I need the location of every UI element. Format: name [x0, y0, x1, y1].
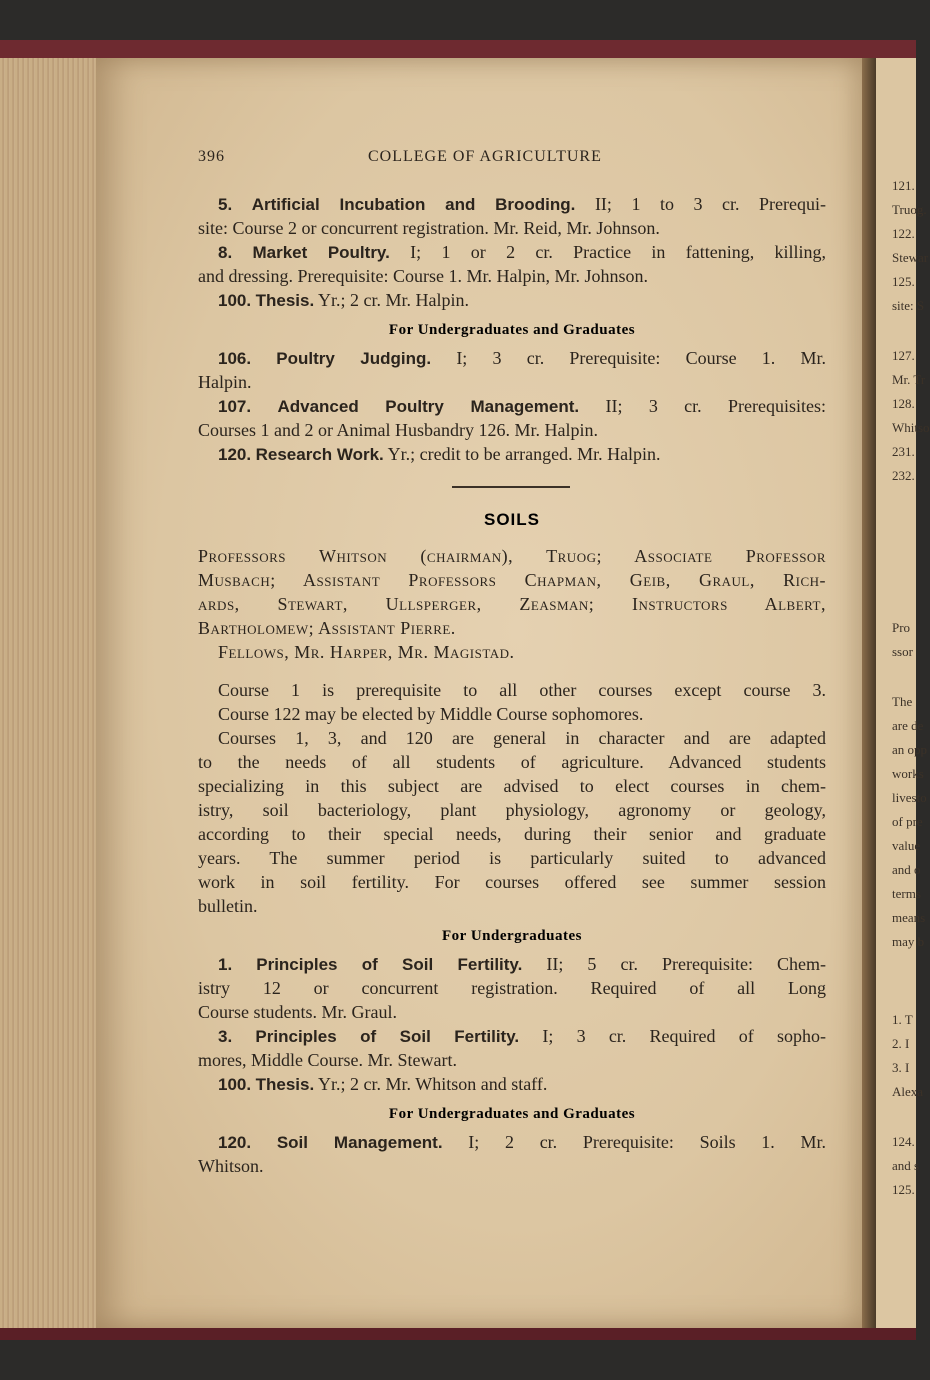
course-title: Market Poultry.: [252, 243, 390, 262]
course-text-line: istry 12 or concurrent registration. Required of all Long: [198, 978, 826, 998]
facing-fragment: Whitso: [892, 420, 930, 435]
faculty-line: Bartholomew; Assistant Pierre.: [198, 618, 456, 638]
facing-fragment: 127.: [892, 348, 915, 363]
course-text: I; 1 or 2 cr. Practice in fattening, killing,: [410, 242, 827, 262]
intro-line: work in soil fertility. For courses offered see summer session: [198, 872, 826, 892]
facing-fragment: 128.: [892, 396, 915, 411]
facing-fragment: 231.: [892, 444, 915, 459]
course-entry-first-line: [198, 1024, 826, 1049]
facing-fragment: The: [892, 694, 913, 709]
course-text-line: site: Course 2 or concurrent registration. Mr. Reid, Mr. Johnson.: [198, 218, 660, 238]
intro-line: specializing in this subject are advised to elect courses in chem-: [198, 776, 826, 796]
facing-fragment: 125.: [892, 1182, 915, 1197]
facing-fragment: Pro: [892, 620, 911, 635]
facing-fragment: Alexa: [892, 1084, 924, 1099]
page-edges: [0, 58, 96, 1328]
facing-fragment: 125.: [892, 274, 915, 289]
facing-fragment: value: [892, 838, 921, 853]
faculty-line: Fellows, Mr. Harper, Mr. Magistad.: [218, 642, 515, 662]
facing-fragment: 2. I: [892, 1036, 910, 1051]
subsection-heading: For Undergraduates and Graduates: [388, 322, 636, 338]
section-heading: SOILS: [483, 510, 540, 529]
facing-fragment: Stewar: [892, 250, 929, 265]
facing-fragment: works: [892, 766, 924, 781]
facing-fragment: and s: [892, 1158, 920, 1173]
course-text-line: Halpin.: [198, 372, 252, 392]
course-text: I; 2 cr. Prerequisite: Soils 1. Mr.: [468, 1132, 827, 1152]
course-text: I; 3 cr. Required of sopho-: [542, 1026, 826, 1046]
course-number: 120.: [218, 1133, 252, 1152]
course-entry-first-line: [198, 192, 826, 217]
facing-fragment: livesto: [892, 790, 927, 805]
intro-line: according to their special needs, during their senior and graduate: [198, 824, 826, 844]
facing-fragment: an opp: [892, 742, 928, 757]
facing-fragment: 3. I: [892, 1060, 910, 1075]
facing-fragment: ssor: [892, 644, 913, 659]
course-entry-first-line: [198, 394, 826, 419]
course-title: Poultry Judging.: [276, 349, 432, 368]
intro-line: to the needs of all students of agriculture. Advanced students: [198, 752, 826, 772]
facing-fragment: are de: [892, 718, 924, 733]
course-title: Artificial Incubation and Brooding.: [251, 195, 576, 214]
intro-line: Courses 1, 3, and 120 are general in character and are adapted: [218, 728, 826, 748]
course-title: Principles of Soil Fertility.: [256, 955, 523, 974]
course-text: I; 3 cr. Prerequisite: Course 1. Mr.: [456, 348, 826, 368]
course-number: 1.: [218, 955, 233, 974]
facing-fragment: 232.: [892, 468, 915, 483]
course-number: 100.: [218, 291, 252, 310]
facing-fragment: Mr. Tr: [892, 372, 926, 387]
facing-fragment: 122.: [892, 226, 915, 241]
course-title: Principles of Soil Fertility.: [255, 1027, 520, 1046]
subsection-heading: For Undergraduates and Graduates: [388, 1106, 636, 1122]
course-title: Advanced Poultry Management.: [277, 397, 580, 416]
intro-line: istry, soil bacteriology, plant physiology, agronomy or geology,: [198, 800, 826, 820]
course-number: 120.: [218, 445, 252, 464]
course-title: Thesis.: [255, 1075, 315, 1094]
facing-fragment: 1. T: [892, 1012, 913, 1027]
subsection-heading: For Undergraduates: [442, 928, 582, 944]
course-text: II; 3 cr. Prerequisites:: [605, 396, 827, 416]
course-title: Research Work.: [255, 445, 384, 464]
course-text-line: Whitson.: [198, 1156, 264, 1176]
facing-fragment: 124.: [892, 1134, 915, 1149]
course-number: 3.: [218, 1027, 233, 1046]
course-entry-first-line: [198, 346, 826, 371]
facing-fragment: and o: [892, 862, 921, 877]
course-text: Yr.; 2 cr. Mr. Halpin.: [318, 290, 470, 310]
facing-page: [876, 58, 930, 1328]
facing-fragment: Truog.: [892, 202, 927, 217]
faculty-line: ards, Stewart, Ullsperger, Zeasman; Instructors Albert,: [198, 594, 826, 614]
course-text-line: mores, Middle Course. Mr. Stewart.: [198, 1050, 457, 1070]
course-entry-first-line: [198, 240, 826, 265]
section-divider: [452, 486, 570, 488]
facing-fragment: terms: [892, 886, 921, 901]
course-text-line: Courses 1 and 2 or Animal Husbandry 126. Mr. Halpin.: [198, 420, 598, 440]
course-text: Yr.; 2 cr. Mr. Whitson and staff.: [318, 1074, 548, 1094]
facing-fragment: may b: [892, 934, 925, 949]
course-text-line: and dressing. Prerequisite: Course 1. Mr. Halpin, Mr. Johnson.: [198, 266, 648, 286]
facing-fragment: of pre: [892, 814, 923, 829]
facing-fragment: site: S: [892, 298, 925, 313]
course-title: Soil Management.: [276, 1133, 443, 1152]
course-number: 100.: [218, 1075, 252, 1094]
intro-line: Course 122 may be elected by Middle Course sophomores.: [218, 704, 644, 724]
course-number: 5.: [218, 195, 233, 214]
intro-line: years. The summer period is particularly suited to advanced: [198, 848, 826, 868]
intro-line: bulletin.: [198, 896, 258, 916]
course-number: 107.: [218, 397, 252, 416]
course-entry-first-line: [198, 1130, 826, 1155]
intro-line: Course 1 is prerequisite to all other courses except course 3.: [218, 680, 826, 700]
course-number: 8.: [218, 243, 233, 262]
course-title: Thesis.: [255, 291, 315, 310]
course-text: Yr.; credit to be arranged. Mr. Halpin.: [387, 444, 661, 464]
running-title: COLLEGE OF AGRICULTURE: [368, 148, 602, 165]
course-number: 106.: [218, 349, 252, 368]
page-number: 396: [198, 148, 225, 165]
faculty-line: Musbach; Assistant Professors Chapman, Geib, Graul, Rich-: [198, 570, 826, 590]
course-entry-first-line: [198, 288, 826, 313]
course-entry-first-line: [198, 952, 826, 977]
facing-fragment: means: [892, 910, 926, 925]
faculty-line: Professors Whitson (chairman), Truog; Associate Professor: [198, 546, 826, 566]
course-text: II; 5 cr. Prerequisite: Chem-: [546, 954, 827, 974]
facing-fragment: 121.: [892, 178, 915, 193]
course-entry-first-line: [198, 1072, 826, 1097]
running-head: [198, 148, 826, 170]
course-entry-first-line: [198, 442, 826, 467]
course-text-line: Course students. Mr. Graul.: [198, 1002, 397, 1022]
book-gutter: [862, 58, 876, 1328]
course-text: II; 1 to 3 cr. Prerequi-: [594, 194, 827, 214]
